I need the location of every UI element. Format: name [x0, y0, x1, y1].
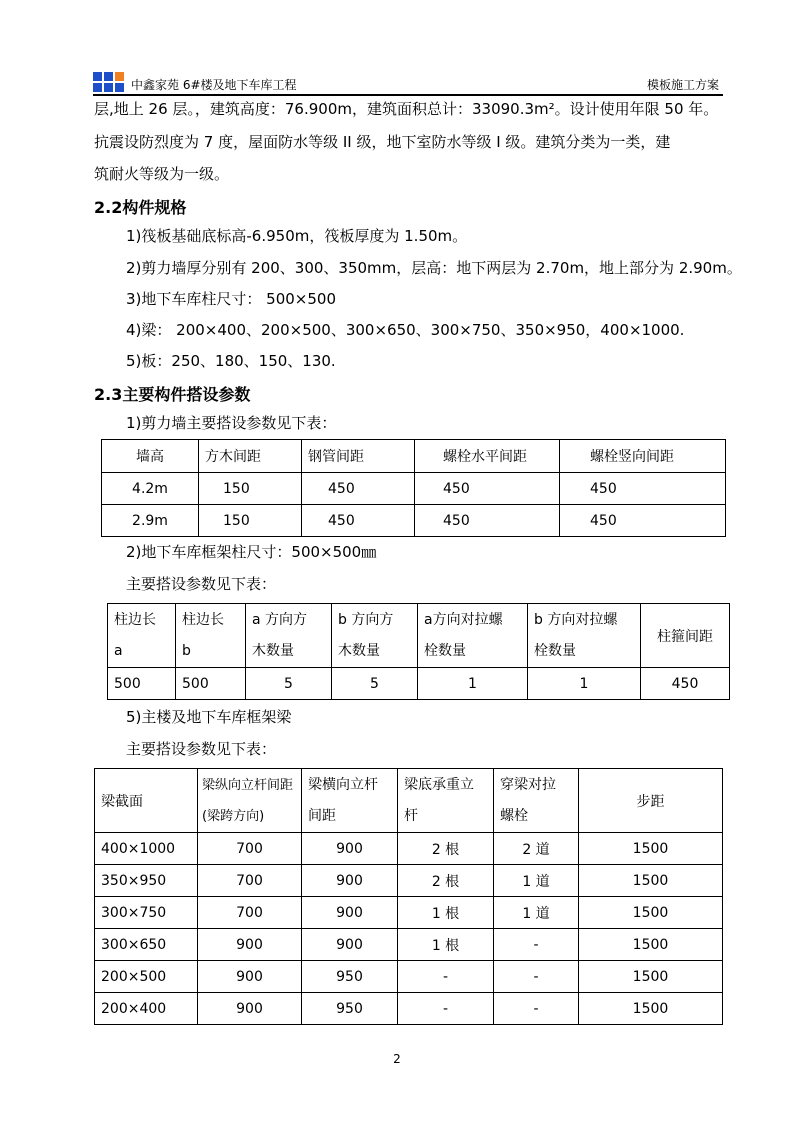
table-cell: 1500	[579, 833, 723, 865]
table-header-cell: 柱边长 b	[176, 604, 246, 668]
spec-item-5: 5)板：250、180、150、130.	[126, 352, 336, 370]
intro-line-3: 筑耐火等级为一级。	[94, 165, 230, 183]
table-cell: 700	[198, 897, 302, 929]
spec-item-2: 2)剪力墙厚分别有 200、300、350mm，层高：地下两层为 2.70m，地上部分为 2.90m。	[126, 259, 742, 277]
beam-params-table	[94, 768, 723, 1025]
intro-line-1: 层,地上 26 层。，建筑高度：76.900m，建筑面积总计：33090.3m²。设计使用年限 50 年。	[94, 100, 719, 118]
table-cell: 900	[198, 929, 302, 961]
column-table-caption: 2)地下车库框架柱尺寸：500×500㎜	[126, 543, 377, 561]
table-header-row	[95, 769, 723, 833]
table-header-cell: 方木间距	[199, 440, 302, 473]
table-cell: 700	[198, 865, 302, 897]
wall-params-table	[101, 439, 726, 537]
table-cell: 2 道	[494, 833, 579, 865]
table-header-row	[102, 440, 726, 473]
section-2-3-title: 2.3主要构件搭设参数	[94, 385, 251, 404]
table-row	[102, 505, 726, 537]
beam-table-caption-2: 主要搭设参数见下表：	[126, 740, 277, 758]
header-project-name: 中鑫家苑 6#楼及地下车库工程	[131, 78, 297, 92]
table-cell: 150	[199, 473, 302, 505]
column-params-table	[107, 603, 730, 700]
table-cell: 1	[418, 668, 528, 700]
table-cell: -	[494, 961, 579, 993]
table-row	[95, 865, 723, 897]
table-cell: 300×750	[95, 897, 198, 929]
table-row	[102, 473, 726, 505]
table-header-cell: 柱箍间距	[641, 604, 730, 668]
table-header-cell: 梁纵向立杆间距 (梁跨方向)	[198, 769, 302, 833]
table-row	[108, 668, 730, 700]
table-cell: 1500	[579, 961, 723, 993]
table-cell: 450	[302, 505, 415, 537]
table-header-cell: 步距	[579, 769, 723, 833]
spec-item-1: 1)筏板基础底标高-6.950m，筏板厚度为 1.50m。	[126, 227, 468, 245]
table-header-cell: b 方向方 木数量	[332, 604, 418, 668]
table-cell: 450	[415, 505, 560, 537]
table-row	[95, 897, 723, 929]
table-cell: 900	[198, 961, 302, 993]
table-cell: 450	[560, 505, 726, 537]
header-doc-title: 模板施工方案	[646, 78, 719, 92]
page-header	[93, 72, 723, 96]
table-cell: -	[494, 993, 579, 1025]
table-cell: -	[494, 929, 579, 961]
table-row	[95, 833, 723, 865]
table-cell: 1 根	[398, 929, 494, 961]
table-cell: 400×1000	[95, 833, 198, 865]
header-divider	[93, 94, 723, 96]
table-cell: 950	[302, 961, 398, 993]
table-cell: 5	[246, 668, 332, 700]
company-logo-icon	[93, 72, 127, 92]
table-cell: 1 根	[398, 897, 494, 929]
table-header-cell: 梁截面	[95, 769, 198, 833]
table-cell: 900	[302, 897, 398, 929]
table-cell: 300×650	[95, 929, 198, 961]
table-cell: 500	[176, 668, 246, 700]
table-cell: 2 根	[398, 865, 494, 897]
table-header-cell: 穿梁对拉 螺栓	[494, 769, 579, 833]
table-cell: 1500	[579, 897, 723, 929]
table-cell: 1500	[579, 929, 723, 961]
table-cell: 2.9m	[102, 505, 199, 537]
table-header-cell: 柱边长 a	[108, 604, 176, 668]
table-header-cell: 梁横向立杆 间距	[302, 769, 398, 833]
section-2-2-title: 2.2构件规格	[94, 198, 187, 217]
table-cell: 1500	[579, 993, 723, 1025]
table-cell: 1	[528, 668, 641, 700]
table-cell: 2 根	[398, 833, 494, 865]
table-cell: 350×950	[95, 865, 198, 897]
spec-item-4: 4)梁： 200×400、200×500、300×650、300×750、350×950，400×1000.	[126, 321, 685, 339]
page-number: 2	[393, 1052, 401, 1066]
table-header-cell: 钢管间距	[302, 440, 415, 473]
table-cell: -	[398, 961, 494, 993]
table-header-cell: 墙高	[102, 440, 199, 473]
table-header-row	[108, 604, 730, 668]
beam-table-caption: 5)主楼及地下车库框架梁	[126, 708, 292, 726]
table-cell: 900	[302, 833, 398, 865]
table-row	[95, 961, 723, 993]
table-cell: 700	[198, 833, 302, 865]
table-header-cell: a 方向方 木数量	[246, 604, 332, 668]
table-cell: 900	[302, 865, 398, 897]
table-cell: 950	[302, 993, 398, 1025]
table-header-cell: 螺栓水平间距	[415, 440, 560, 473]
table-cell: 900	[198, 993, 302, 1025]
table-cell: -	[398, 993, 494, 1025]
table-cell: 1 道	[494, 865, 579, 897]
column-table-caption-2: 主要搭设参数见下表：	[126, 575, 277, 593]
table-cell: 450	[302, 473, 415, 505]
table-header-cell: a方向对拉螺 栓数量	[418, 604, 528, 668]
spec-item-3: 3)地下车库柱尺寸： 500×500	[126, 290, 336, 308]
table-row	[95, 929, 723, 961]
table-cell: 900	[302, 929, 398, 961]
table-cell: 150	[199, 505, 302, 537]
table-row	[95, 993, 723, 1025]
table-cell: 450	[415, 473, 560, 505]
table-cell: 200×500	[95, 961, 198, 993]
intro-line-2: 抗震设防烈度为 7 度，屋面防水等级 II 级，地下室防水等级 I 级。建筑分类为一类，建	[94, 133, 671, 151]
table-header-cell: b 方向对拉螺 栓数量	[528, 604, 641, 668]
table-header-cell: 梁底承重立 杆	[398, 769, 494, 833]
table-cell: 4.2m	[102, 473, 199, 505]
table-cell: 1500	[579, 865, 723, 897]
table-header-cell: 螺栓竖向间距	[560, 440, 726, 473]
table-cell: 5	[332, 668, 418, 700]
table-cell: 200×400	[95, 993, 198, 1025]
table-cell: 1 道	[494, 897, 579, 929]
table-cell: 450	[641, 668, 730, 700]
table-cell: 450	[560, 473, 726, 505]
table-cell: 500	[108, 668, 176, 700]
wall-table-caption: 1)剪力墙主要搭设参数见下表：	[126, 414, 337, 432]
